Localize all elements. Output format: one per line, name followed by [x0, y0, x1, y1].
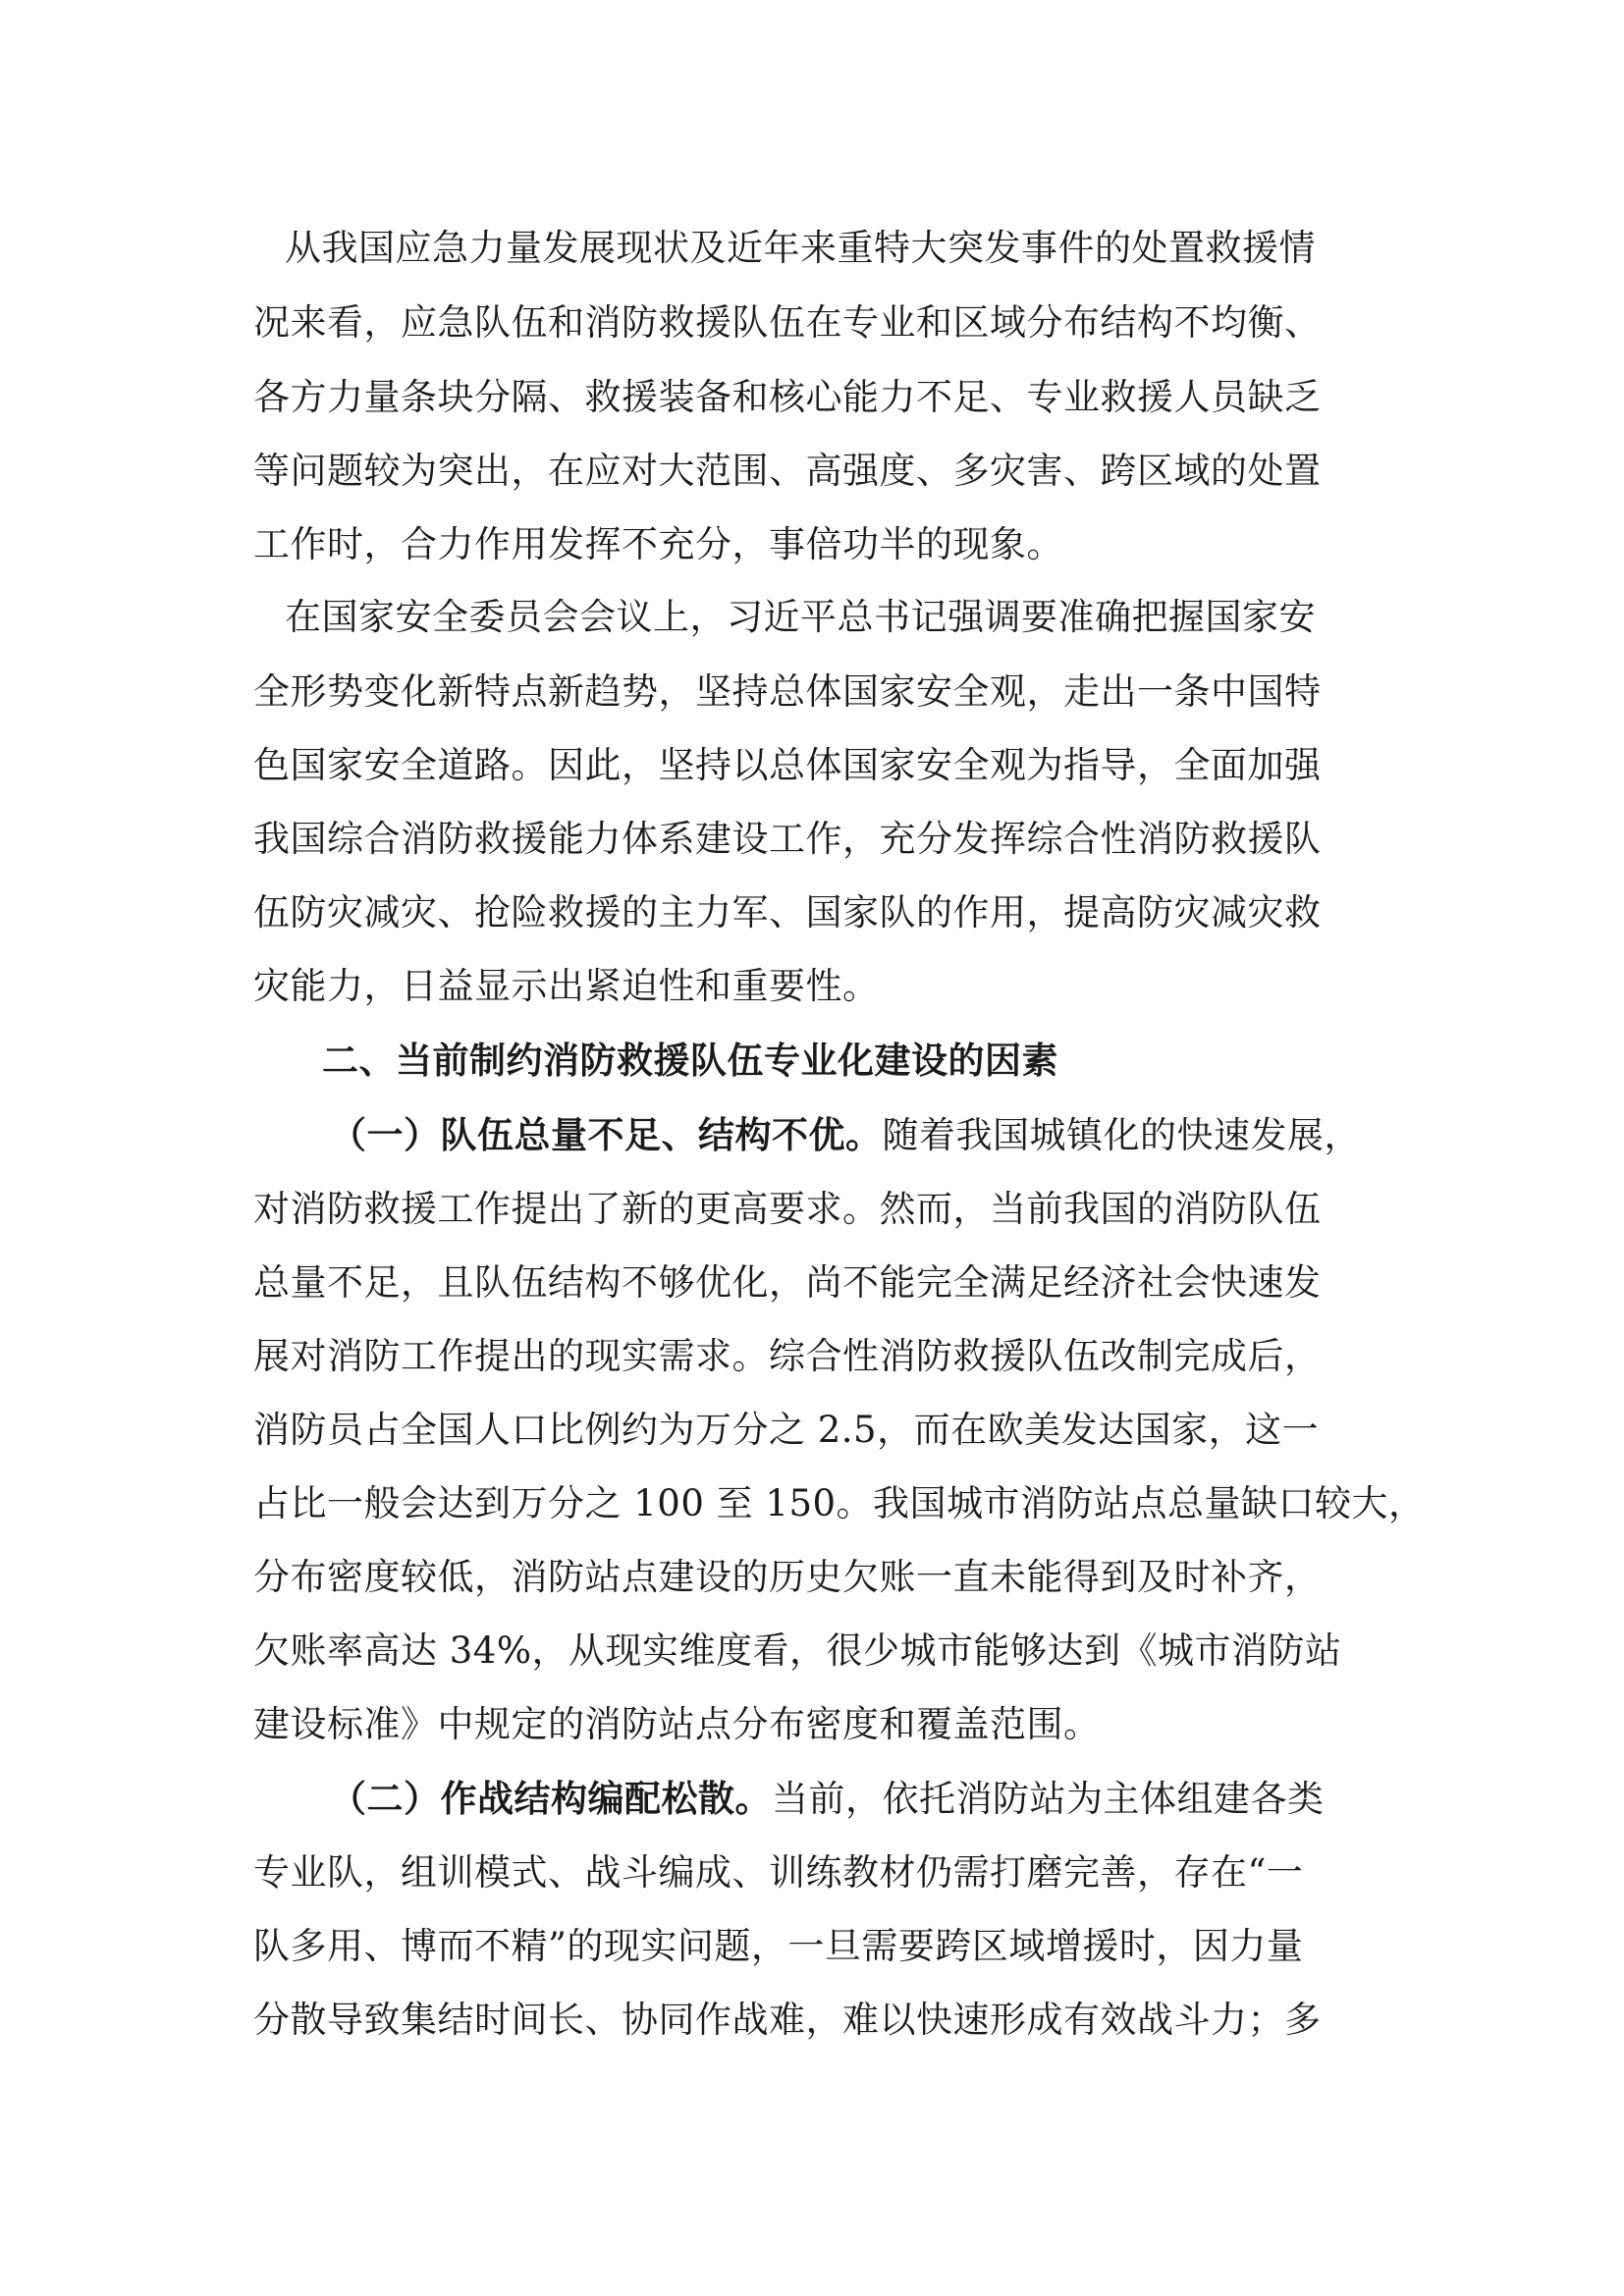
- subsection-1-line-5: 消防员占全国人口比例约为万分之 2.5，而在欧美发达国家，这一: [253, 1409, 1320, 1451]
- subsection-2-line-3: 队多用、博而不精”的现实问题，一旦需要跨区域增援时，因力量: [253, 1925, 1304, 1967]
- subsection-1-first-line: [330, 1113, 1459, 1158]
- subsection-2-first-line-text: 当前，依托消防站为主体组建各类: [772, 1778, 1325, 1820]
- paragraph-2-line-3: 色国家安全道路。因此，坚持以总体国家安全观为指导，全面加强: [253, 744, 1322, 786]
- subsection-1-first-line-text: 随着我国城镇化的快速发展，: [882, 1114, 1361, 1156]
- subsection-1-heading: （一）队伍总量不足、结构不优。: [330, 1114, 883, 1156]
- paragraph-2-line-4: 我国综合消防救援能力体系建设工作，充分发挥综合性消防救援队: [253, 818, 1322, 860]
- subsection-1-line-6: 占比一般会达到万分之 100 至 150。我国城市消防站点总量缺口较大，: [253, 1482, 1426, 1524]
- subsection-2-heading: （二）作战结构编配松散。: [330, 1778, 772, 1820]
- subsection-1-line-2: 对消防救援工作提出了新的更高要求。然而，当前我国的消防队伍: [253, 1188, 1322, 1230]
- subsection-2-line-4: 分散导致集结时间长、协同作战难，难以快速形成有效战斗力；多: [253, 1999, 1322, 2041]
- paragraph-1-line-1: 从我国应急力量发展现状及近年来重特大突发事件的处置救援情: [285, 227, 1316, 269]
- subsection-1-line-7: 分布密度较低，消防站点建设的历史欠账一直未能得到及时补齐，: [253, 1556, 1322, 1598]
- paragraph-2-line-5: 伍防灾减灾、抢险救援的主力军、国家队的作用，提高防灾减灾救: [253, 891, 1322, 934]
- subsection-2-first-line: [330, 1777, 1459, 1822]
- paragraph-2-line-6: 灾能力，日益显示出紧迫性和重要性。: [253, 965, 880, 1007]
- paragraph-1-line-4: 等问题较为突出，在应对大范围、高强度、多灾害、跨区域的处置: [253, 450, 1322, 492]
- paragraph-1-line-3: 各方力量条块分隔、救援装备和核心能力不足、专业救援人员缺乏: [253, 376, 1322, 418]
- subsection-2-line-2: 专业队，组训模式、战斗编成、训练教材仍需打磨完善，存在“一: [253, 1851, 1304, 1894]
- paragraph-1-line-2: 况来看，应急队伍和消防救援队伍在专业和区域分布结构不均衡、: [253, 301, 1322, 344]
- subsection-1-line-3: 总量不足，且队伍结构不够优化，尚不能完全满足经济社会快速发: [253, 1261, 1322, 1304]
- section-heading: 二、当前制约消防救援队伍专业化建设的因素: [322, 1040, 1058, 1082]
- paragraph-2-line-2: 全形势变化新特点新趋势，坚持总体国家安全观，走出一条中国特: [253, 670, 1322, 713]
- subsection-1-line-8: 欠账率高达 34%，从现实维度看，很少城市能够达到《城市消防站: [253, 1629, 1342, 1672]
- subsection-1-line-4: 展对消防工作提出的现实需求。综合性消防救援队伍改制完成后，: [253, 1335, 1322, 1377]
- subsection-1-line-9: 建设标准》中规定的消防站点分布密度和覆盖范围。: [253, 1703, 1101, 1745]
- paragraph-2-line-1: 在国家安全委员会会议上，习近平总书记强调要准确把握国家安: [285, 596, 1316, 638]
- paragraph-1-line-5: 工作时，合力作用发挥不充分，事倍功半的现象。: [253, 523, 1063, 565]
